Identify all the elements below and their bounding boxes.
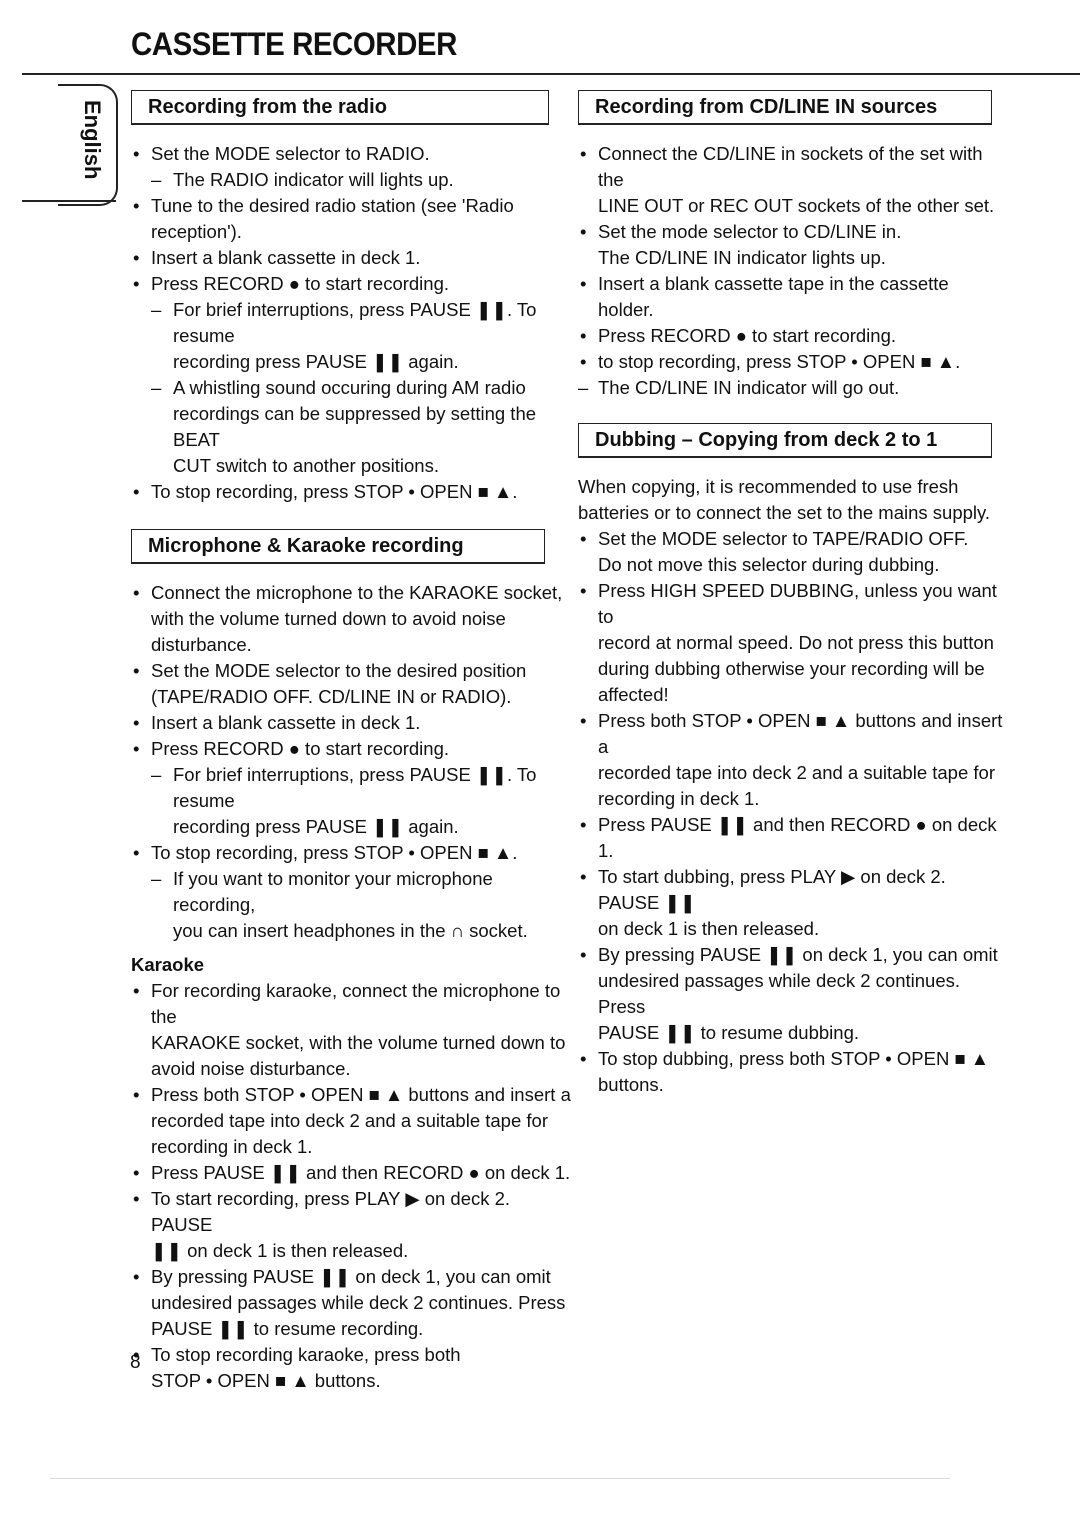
bullet-item: • Connect the microphone to the KARAOKE socket, bbox=[131, 580, 571, 606]
list-item: disturbance. bbox=[151, 634, 252, 655]
list-item: on deck 1 is then released. bbox=[598, 918, 820, 939]
list-item: record at normal speed. Do not press this button bbox=[598, 632, 994, 653]
bullet-item: • Press RECORD ● to start recording. bbox=[131, 736, 571, 762]
bullet-item: • Insert a blank cassette in deck 1. bbox=[131, 245, 571, 271]
list-item: – For brief interruptions, press PAUSE ❚❚. To resume bbox=[131, 297, 571, 349]
section-heading-radio: Recording from the radio bbox=[131, 90, 549, 125]
bullet-item: • By pressing PAUSE ❚❚ on deck 1, you can omit bbox=[131, 1264, 571, 1290]
list-item: PAUSE ❚❚ to resume recording. bbox=[151, 1318, 424, 1339]
list-item: The CD/LINE IN indicator lights up. bbox=[598, 247, 886, 268]
list-item: with the volume turned down to avoid noise bbox=[151, 608, 506, 629]
list-item: recorded tape into deck 2 and a suitable tape for bbox=[151, 1110, 548, 1131]
page-title: CASSETTE RECORDER bbox=[131, 26, 457, 62]
list-item: recorded tape into deck 2 and a suitable tape for bbox=[598, 762, 995, 783]
bullet-item: • To stop recording, press STOP • OPEN ■ ▲. bbox=[131, 479, 571, 505]
bullet-item: • To start recording, press PLAY ▶ on deck 2. PAUSE bbox=[131, 1186, 571, 1238]
scan-noise bbox=[50, 1478, 950, 1479]
list-item: undesired passages while deck 2 continues. Press bbox=[151, 1292, 566, 1313]
list-item: KARAOKE socket, with the volume turned down to bbox=[151, 1032, 566, 1053]
list-item: recording press PAUSE ❚❚ again. bbox=[173, 351, 459, 372]
list-item: – For brief interruptions, press PAUSE ❚❚. To resume bbox=[131, 762, 571, 814]
bullet-item: • Press PAUSE ❚❚ and then RECORD ● on deck 1. bbox=[578, 812, 1008, 864]
list-item: undesired passages while deck 2 continues. Press bbox=[598, 970, 961, 1017]
bullet-item: • to stop recording, press STOP • OPEN ■ ▲. bbox=[578, 349, 1008, 375]
bullet-item: • By pressing PAUSE ❚❚ on deck 1, you can omit bbox=[578, 942, 1008, 968]
bullet-item: • For recording karaoke, connect the microphone to the bbox=[131, 978, 571, 1030]
section-heading-cdline: Recording from CD/LINE IN sources bbox=[578, 90, 992, 125]
karaoke-list bbox=[131, 978, 571, 1394]
bullet-item: • Press both STOP • OPEN ■ ▲ buttons and insert a bbox=[578, 708, 1008, 760]
cdline-list bbox=[578, 141, 1008, 401]
list-item: avoid noise disturbance. bbox=[151, 1058, 351, 1079]
microphone-list bbox=[131, 580, 571, 944]
list-item: you can insert headphones in the ∩ socket. bbox=[173, 920, 528, 941]
list-item: – The RADIO indicator will lights up. bbox=[131, 167, 571, 193]
bullet-item: • Tune to the desired radio station (see 'Radio bbox=[131, 193, 571, 219]
bullet-item: • To stop recording karaoke, press both bbox=[131, 1342, 571, 1368]
bullet-item: • Press PAUSE ❚❚ and then RECORD ● on deck 1. bbox=[131, 1160, 571, 1186]
language-tab-rule bbox=[22, 200, 116, 202]
right-column bbox=[578, 90, 1008, 1098]
bullet-item: • Set the MODE selector to RADIO. bbox=[131, 141, 571, 167]
list-item: LINE OUT or REC OUT sockets of the other set. bbox=[598, 195, 995, 216]
list-item: – A whistling sound occuring during AM radio bbox=[131, 375, 571, 401]
bullet-item: • To start dubbing, press PLAY ▶ on deck 2. PAUSE ❚❚ bbox=[578, 864, 1008, 916]
language-label: English bbox=[80, 100, 105, 180]
bullet-item: • Press RECORD ● to start recording. bbox=[131, 271, 571, 297]
list-item: – If you want to monitor your microphone recording, bbox=[131, 866, 571, 918]
bullet-item: • Set the MODE selector to TAPE/RADIO OFF. bbox=[578, 526, 1008, 552]
section-heading-microphone: Microphone & Karaoke recording bbox=[131, 529, 545, 564]
page-number: 8 bbox=[130, 1352, 141, 1373]
bullet-item: • Insert a blank cassette tape in the cassette holder. bbox=[578, 271, 1008, 323]
radio-list bbox=[131, 141, 571, 505]
left-column bbox=[131, 90, 571, 1394]
list-item: recording in deck 1. bbox=[598, 788, 760, 809]
list-item: reception'). bbox=[151, 221, 242, 242]
list-item: CUT switch to another positions. bbox=[173, 455, 439, 476]
list-item: STOP • OPEN ■ ▲ buttons. bbox=[151, 1370, 381, 1391]
list-item: recordings can be suppressed by setting the BEAT bbox=[173, 403, 537, 450]
list-item: recording in deck 1. bbox=[151, 1136, 313, 1157]
bullet-item: • To stop recording, press STOP • OPEN ■ ▲. bbox=[131, 840, 571, 866]
bullet-item: • To stop dubbing, press both STOP • OPEN ■ ▲ bbox=[578, 1046, 1008, 1072]
bullet-item: • Press both STOP • OPEN ■ ▲ buttons and insert a bbox=[131, 1082, 571, 1108]
header-rule bbox=[22, 73, 1080, 75]
list-item: – The CD/LINE IN indicator will go out. bbox=[578, 375, 1008, 401]
dubbing-intro-line-1: When copying, it is recommended to use fresh bbox=[578, 476, 959, 497]
bullet-item: • Set the MODE selector to the desired position bbox=[131, 658, 571, 684]
section-heading-dubbing: Dubbing – Copying from deck 2 to 1 bbox=[578, 423, 992, 458]
karaoke-heading: Karaoke bbox=[131, 954, 205, 975]
bullet-item: • Set the mode selector to CD/LINE in. bbox=[578, 219, 1008, 245]
bullet-item: • Connect the CD/LINE in sockets of the set with the bbox=[578, 141, 1008, 193]
list-item: ❚❚ on deck 1 is then released. bbox=[151, 1240, 409, 1261]
dubbing-intro-line-2: batteries or to connect the set to the mains supply. bbox=[578, 502, 991, 523]
list-item: buttons. bbox=[598, 1074, 664, 1095]
dubbing-list bbox=[578, 526, 1008, 1098]
list-item: recording press PAUSE ❚❚ again. bbox=[173, 816, 459, 837]
list-item: Do not move this selector during dubbing. bbox=[598, 554, 940, 575]
bullet-item: • Insert a blank cassette in deck 1. bbox=[131, 710, 571, 736]
bullet-item: • Press HIGH SPEED DUBBING, unless you want to bbox=[578, 578, 1008, 630]
list-item: PAUSE ❚❚ to resume dubbing. bbox=[598, 1022, 860, 1043]
list-item: (TAPE/RADIO OFF. CD/LINE IN or RADIO). bbox=[151, 686, 512, 707]
list-item: during dubbing otherwise your recording will be bbox=[598, 658, 985, 679]
list-item: affected! bbox=[598, 684, 669, 705]
bullet-item: • Press RECORD ● to start recording. bbox=[578, 323, 1008, 349]
